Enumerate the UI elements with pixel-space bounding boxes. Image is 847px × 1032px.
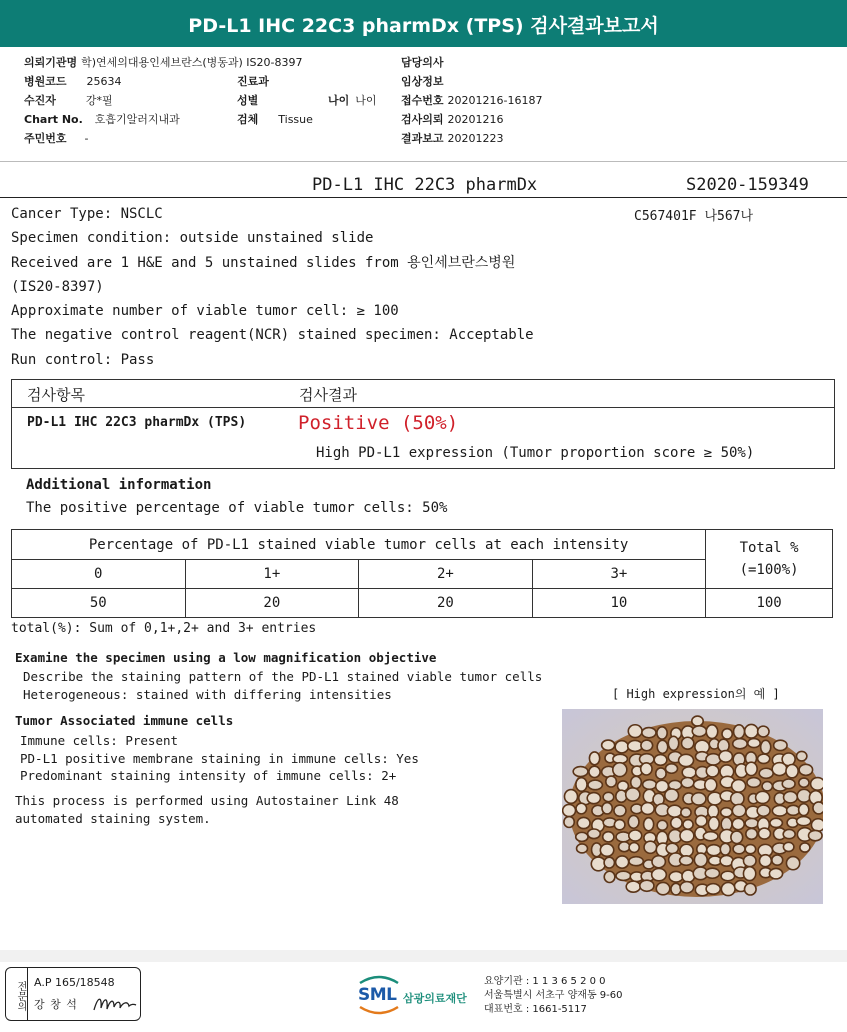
stained-cell	[666, 843, 678, 853]
header-divider	[0, 161, 847, 162]
stained-cell	[683, 820, 693, 830]
stained-cell	[613, 763, 627, 777]
intensity-total: 100	[706, 589, 833, 618]
stained-cell	[629, 843, 639, 853]
stained-cell	[799, 778, 809, 787]
total-header: Total % (=100%)	[706, 530, 833, 589]
stained-cell	[603, 832, 614, 842]
stained-cell	[745, 819, 758, 829]
stained-cell	[759, 855, 771, 867]
stained-cell	[680, 856, 693, 865]
intensity-value: 10	[532, 589, 706, 618]
stained-cell	[644, 818, 654, 831]
stained-cell	[796, 751, 806, 761]
stained-cell	[682, 737, 694, 749]
age-field: 나이 나이	[328, 94, 377, 107]
stained-cell	[705, 778, 717, 791]
stained-cell	[604, 871, 615, 882]
stained-cell	[588, 780, 602, 790]
result-value: Positive (50%)	[298, 412, 459, 434]
header-row: Chart No. 호흡기알러지내과	[24, 113, 180, 126]
stained-cell	[591, 857, 605, 871]
stained-cell	[679, 754, 694, 766]
stained-cell	[797, 789, 811, 802]
stamp-id: A.P 165/18548	[34, 976, 115, 989]
test-name: PD-L1 IHC 22C3 pharmDx	[312, 175, 538, 195]
report-line: Specimen condition: outside unstained slide	[11, 230, 374, 247]
stamp-name: 강 창 석	[34, 998, 78, 1011]
stained-cell	[656, 768, 666, 779]
stained-cell	[811, 819, 823, 831]
report-line: Approximate number of viable tumor cell: ≥ 100	[11, 303, 399, 320]
stained-cell	[706, 725, 717, 739]
report-line: Cancer Type: NSCLC	[11, 206, 163, 222]
stained-cell	[770, 818, 783, 827]
stained-cell	[657, 727, 667, 739]
stained-cell	[668, 736, 678, 750]
stained-cell	[643, 780, 657, 790]
stained-cell	[576, 778, 587, 791]
stained-cell	[719, 751, 732, 763]
immune-line: PD-L1 positive membrane staining in immune cells: Yes	[20, 750, 419, 766]
stained-cell	[745, 762, 757, 775]
stained-cell	[772, 763, 787, 776]
stained-cell	[671, 883, 681, 895]
stained-cell	[811, 778, 823, 791]
stained-cell	[769, 868, 782, 878]
stained-cell	[657, 740, 668, 753]
stained-cell	[758, 726, 769, 737]
immune-line: Immune cells: Present	[20, 733, 179, 748]
stained-cell	[694, 853, 707, 867]
stained-cell	[656, 882, 670, 894]
stained-cell	[783, 829, 795, 838]
stained-cell	[786, 764, 798, 777]
stained-cell	[631, 776, 642, 788]
intensity-value: 20	[185, 589, 359, 618]
stained-cell	[758, 754, 770, 763]
stained-cell	[743, 855, 756, 867]
stained-cell	[732, 780, 746, 793]
intensity-table	[11, 529, 833, 618]
examine-line: Describe the staining pattern of the PD-L1 stained viable tumor cells	[23, 669, 543, 684]
header-col-2: 진료과 성별 검체 Tissue	[237, 75, 313, 126]
stained-cell	[680, 829, 694, 842]
stained-cell	[652, 868, 667, 880]
stained-cell	[782, 779, 795, 789]
report-line: The negative control reagent(NCR) stained specimen: Acceptable	[11, 327, 534, 344]
stained-cell	[564, 790, 577, 804]
stained-cell	[616, 856, 629, 868]
stained-cell	[706, 765, 718, 777]
additional-text: The positive percentage of viable tumor cells: 50%	[26, 500, 448, 516]
stained-cell	[783, 842, 793, 851]
stained-cell	[813, 802, 823, 814]
stained-cell	[604, 857, 614, 868]
stained-cell	[761, 740, 771, 754]
stained-cell	[772, 855, 783, 865]
stained-cell	[669, 871, 683, 882]
stained-cell	[618, 781, 629, 791]
footer-band	[0, 950, 847, 962]
stained-cell	[757, 805, 770, 816]
stained-cell	[657, 820, 667, 830]
table-footnote: total(%): Sum of 0,1+,2+ and 3+ entries	[11, 621, 317, 636]
report-lines	[11, 202, 534, 372]
stained-cell	[576, 803, 587, 814]
title-underline	[0, 197, 847, 198]
intensity-level: 2+	[359, 560, 533, 589]
specimen-code: C567401F 나567나	[634, 209, 754, 224]
stained-cell	[799, 804, 809, 816]
stained-cell	[720, 843, 730, 855]
stained-cell	[641, 740, 653, 751]
stained-cell	[614, 820, 625, 830]
stained-cell	[707, 845, 721, 856]
result-col-item-header: 검사항목	[27, 386, 85, 404]
intensity-level: 0	[12, 560, 186, 589]
stained-cell	[577, 817, 590, 828]
stained-cell	[681, 808, 691, 818]
report-line: Received are 1 H&E and 5 unstained slides from 용인세브란스병원	[11, 254, 516, 271]
stained-cell	[626, 881, 640, 892]
stained-cell	[681, 777, 694, 787]
stained-cell	[708, 817, 719, 831]
stained-cell	[640, 880, 654, 891]
stained-cell	[600, 844, 613, 856]
immune-lines	[20, 732, 419, 785]
stained-cell	[619, 842, 630, 852]
result-box	[11, 379, 835, 469]
stained-cell	[626, 788, 640, 801]
stained-cell	[759, 768, 773, 778]
ihc-micrograph	[562, 709, 823, 904]
stained-cell	[732, 818, 744, 829]
stained-cell	[746, 828, 758, 839]
stained-cell	[748, 739, 760, 748]
stained-cell	[641, 763, 652, 775]
stained-cell	[703, 832, 718, 841]
stained-cell	[721, 871, 735, 880]
stained-cell	[615, 741, 628, 753]
footer-agency: 요양기관 : 1 1 3 6 5 2 0 0	[484, 976, 606, 987]
report-line: (IS20-8397)	[11, 278, 104, 295]
stained-cell	[665, 789, 679, 802]
stained-cell	[786, 857, 799, 870]
stained-cell	[602, 740, 615, 750]
stained-cell	[721, 808, 733, 817]
stained-cell	[680, 844, 693, 856]
stained-cell	[667, 805, 681, 817]
header-row: 병원코드 25634	[24, 75, 122, 88]
sml-logo	[356, 975, 476, 1015]
stained-cell	[606, 776, 617, 787]
logo-name: 삼광의료재단	[403, 992, 467, 1005]
stained-cell	[797, 817, 811, 826]
intensity-value: 50	[12, 589, 186, 618]
result-note: High PD-L1 expression (Tumor proportion score ≥ 50%)	[316, 445, 755, 461]
stained-cell	[787, 805, 800, 815]
stained-cell	[616, 871, 631, 880]
stained-cell	[629, 830, 642, 841]
header-row: 수진자 강*필	[24, 94, 113, 107]
stained-cell	[588, 829, 601, 839]
stained-cell	[589, 752, 599, 765]
additional-heading: Additional information	[26, 477, 212, 493]
stained-cell	[733, 739, 747, 749]
stained-cell	[744, 883, 756, 895]
stained-cell	[696, 815, 707, 826]
stained-cell	[603, 792, 614, 801]
stained-cell	[784, 791, 798, 803]
stained-cell	[747, 778, 761, 788]
logo-text: SML	[358, 985, 397, 1005]
stained-cell	[642, 728, 656, 738]
micrograph-image	[562, 709, 823, 904]
process-note	[15, 792, 399, 827]
stained-cell	[628, 815, 639, 828]
stained-cell	[772, 805, 787, 816]
intensity-value: 20	[359, 589, 533, 618]
stained-cell	[745, 845, 756, 854]
stained-cell	[743, 867, 755, 881]
stained-cell	[587, 793, 600, 804]
stained-cell	[641, 803, 654, 815]
stained-cell	[563, 804, 576, 816]
stained-cell	[671, 817, 682, 829]
stained-cell	[629, 857, 643, 866]
stained-cell	[576, 832, 588, 841]
stained-cell	[602, 803, 612, 814]
examine-line: Heterogeneous: stained with differing intensities	[23, 686, 392, 702]
process-line: automated staining system.	[15, 810, 211, 826]
stained-cell	[692, 716, 703, 726]
report-line: Run control: Pass	[11, 351, 155, 368]
stained-cell	[756, 791, 770, 803]
footer-address: 서울특별시 서초구 양재동 9-60	[484, 990, 623, 1001]
stained-cell	[564, 817, 574, 828]
stained-cell	[731, 831, 743, 843]
report-title: PD-L1 IHC 22C3 pharmDx (TPS) 검사결과보고서	[0, 0, 847, 47]
stained-cell	[774, 740, 787, 750]
stained-cell	[614, 805, 626, 816]
stained-cell	[589, 766, 600, 777]
stained-cell	[762, 782, 772, 791]
result-col-result-header: 검사결과	[299, 386, 357, 404]
stained-cell	[708, 805, 719, 818]
stained-cell	[731, 792, 744, 805]
stamp-label: 전문의	[6, 968, 28, 1020]
intensity-level: 3+	[532, 560, 706, 589]
report-number: S2020-159349	[686, 175, 809, 195]
stained-cell	[644, 841, 657, 853]
stained-cell	[692, 793, 706, 805]
signature-icon	[92, 992, 138, 1016]
stained-cell	[745, 724, 758, 738]
stained-cell	[665, 764, 677, 773]
stained-cell	[734, 725, 745, 739]
stained-cell	[692, 726, 706, 737]
stained-cell	[809, 830, 823, 840]
stained-cell	[573, 767, 588, 777]
result-item: PD-L1 IHC 22C3 pharmDx (TPS)	[27, 415, 247, 430]
immune-heading: Tumor Associated immune cells	[15, 713, 234, 728]
footer-info	[484, 975, 623, 1017]
stained-cell	[732, 804, 745, 816]
header-row: 주민번호 -	[24, 132, 89, 145]
stained-cell	[733, 844, 745, 854]
examine-lines	[23, 668, 542, 703]
stained-cell	[577, 844, 588, 853]
stained-cell	[722, 729, 732, 739]
stained-cell	[680, 882, 694, 893]
stained-cell	[652, 856, 665, 868]
signature-stamp	[5, 967, 141, 1021]
stained-cell	[706, 884, 720, 895]
stained-cell	[705, 868, 719, 878]
stained-cell	[628, 725, 642, 738]
process-line: This process is performed using Autostainer Link 48	[15, 793, 399, 808]
stained-cell	[800, 843, 810, 852]
stained-cell	[654, 755, 667, 766]
image-caption: [ High expression의 예 ]	[612, 687, 780, 701]
stained-cell	[721, 882, 735, 895]
immune-line: Predominant staining intensity of immune cells: 2+	[20, 768, 397, 783]
stained-cell	[758, 828, 770, 839]
header-row: 의뢰기관명 학)연세의대용인세브란스(병동과) IS20-8397	[24, 56, 303, 69]
header-col-3: 담당의사 임상정보 접수번호 20201216-16187 검사의뢰 20201216 결과보고 20201223	[401, 56, 543, 145]
intensity-level: 1+	[185, 560, 359, 589]
result-box-divider	[12, 407, 834, 408]
examine-heading: Examine the specimen using a low magnification objective	[15, 650, 437, 665]
stained-cell	[799, 764, 812, 775]
intensity-header: Percentage of PD-L1 stained viable tumor cells at each intensity	[12, 530, 706, 560]
footer-phone: 대표번호 : 1661-5117	[484, 1004, 587, 1015]
stained-cell	[682, 767, 696, 778]
